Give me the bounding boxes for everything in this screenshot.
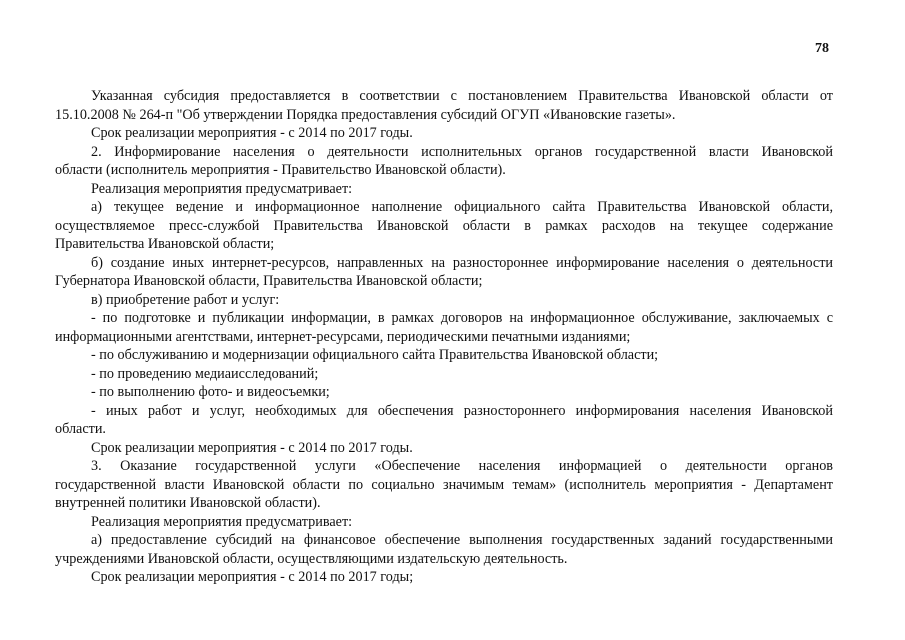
text-line: - по подготовке и публикации информации, в рамках договоров на информационное обслуживание, заключаемых с xyxy=(91,310,833,326)
text-line: области (исполнитель мероприятия - Правительство Ивановской области). xyxy=(55,162,506,178)
text-line: Реализация мероприятия предусматривает: xyxy=(91,513,353,530)
text-line: информационными агентствами, интернет-ресурсами, периодическими печатными изданиями; xyxy=(55,328,631,345)
text-line: учреждениями Ивановской области, осуществляющими издательскую деятельность. xyxy=(55,550,568,567)
text-line: 3. Оказание государственной услуги «Обеспечение населения информацией о деятельности органов xyxy=(91,458,833,474)
text-line: - по обслуживанию и модернизации официального сайта Правительства Ивановской области; xyxy=(91,347,659,363)
text-line: в) приобретение работ и услуг: xyxy=(91,291,280,308)
text-line: Срок реализации мероприятия - с 2014 по 2017 годы. xyxy=(91,439,413,456)
text-line: - по проведению медиаисследований; xyxy=(91,365,319,382)
text-line: Указанная субсидия предоставляется в соответствии с постановлением Правительства Ивановской области от xyxy=(91,88,833,104)
text-line: - по выполнению фото- и видеосъемки; xyxy=(91,384,330,400)
text-line: области. xyxy=(55,421,106,437)
text-line: - иных работ и услуг, необходимых для обеспечения разностороннего информирования населения Ивановской xyxy=(91,402,833,419)
text-line: б) создание иных интернет-ресурсов, направленных на разностороннее информирование населения о деятельности xyxy=(91,254,833,271)
text-line: а) предоставление субсидий на финансовое обеспечение выполнения государственных заданий государственными xyxy=(91,532,833,548)
text-line: внутренней политики Ивановской области). xyxy=(55,495,321,511)
text-line: государственной власти Ивановской области по социально значимым темам» (исполнитель мероприятия - Департамент xyxy=(55,476,833,493)
text-line: Правительства Ивановской области; xyxy=(55,236,275,252)
text-line: Срок реализации мероприятия - с 2014 по 2017 годы. xyxy=(91,125,413,141)
page-number: 78 xyxy=(815,41,829,56)
text-line: а) текущее ведение и информационное наполнение официального сайта Правительства Ивановской области, xyxy=(91,199,833,215)
text-line: осуществляемое пресс-службой Правительства Ивановской области в рамках расходов на текущее содержание xyxy=(55,217,833,234)
text-line: Срок реализации мероприятия - с 2014 по 2017 годы; xyxy=(91,569,414,585)
text-line: 15.10.2008 № 264-п "Об утверждении Порядка предоставления субсидий ОГУП «Ивановские газеты». xyxy=(55,106,676,123)
text-line: Реализация мероприятия предусматривает: xyxy=(91,180,353,197)
text-line: 2. Информирование населения о деятельности исполнительных органов государственной власти Ивановской xyxy=(91,143,833,160)
text-line: Губернатора Ивановской области, Правительства Ивановской области; xyxy=(55,273,483,289)
